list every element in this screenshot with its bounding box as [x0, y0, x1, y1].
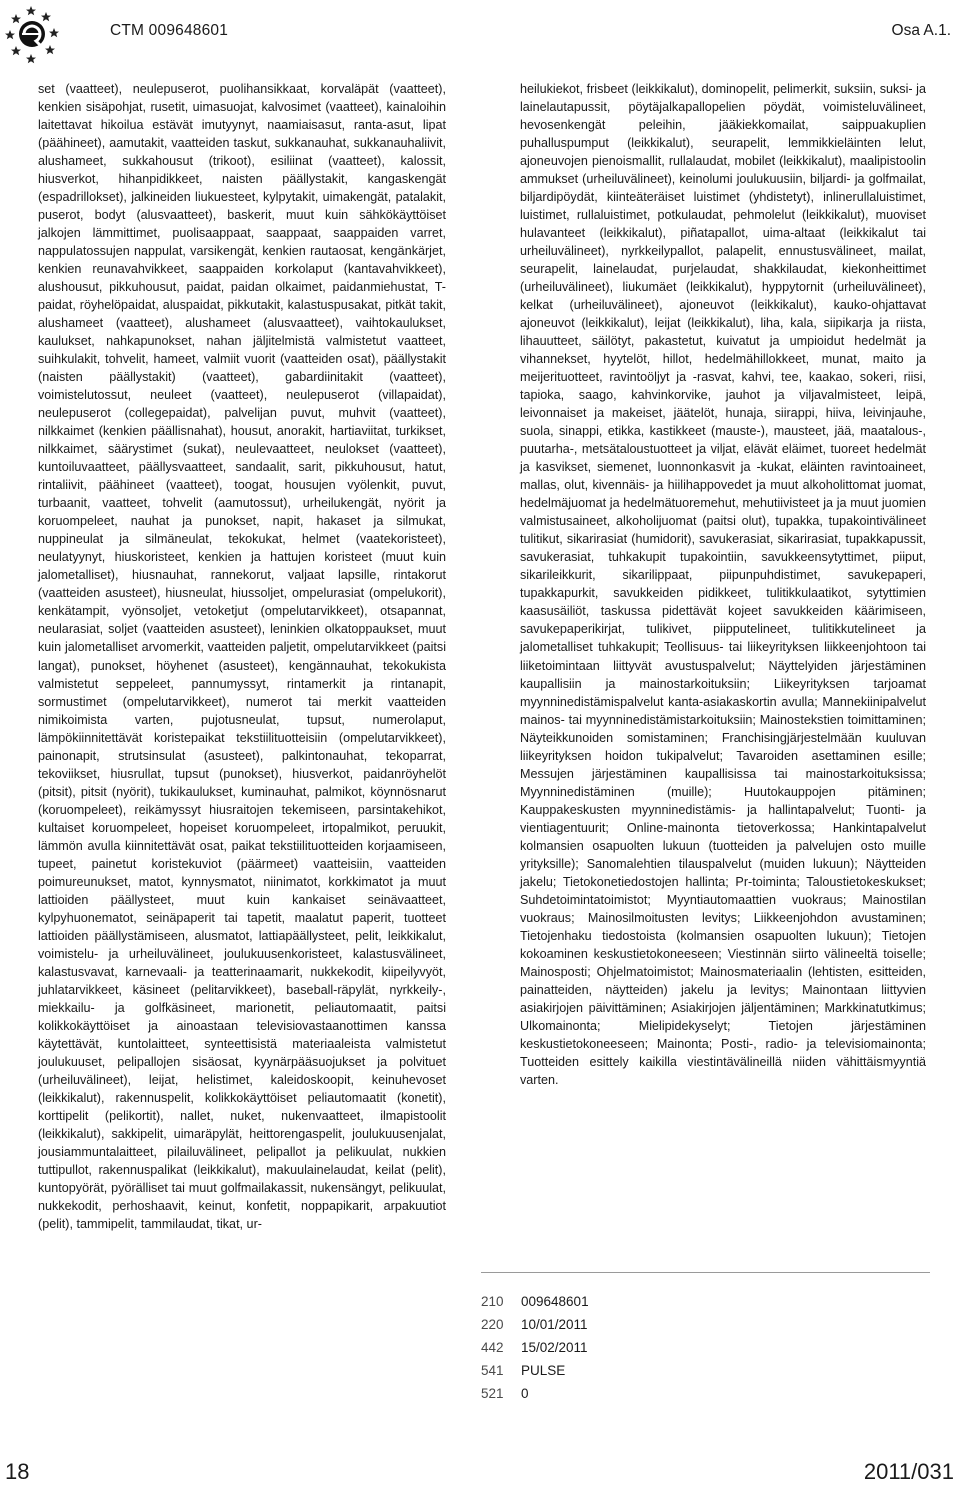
section-part: Osa A.1.: [891, 22, 951, 39]
record-code: 442: [481, 1340, 504, 1355]
record-row-220: [481, 1313, 589, 1336]
record-value: 15/02/2011: [521, 1340, 588, 1355]
left-text-column: set (vaatteet), neulepuserot, puolihansikkaat, korvaläpät (vaatteet), kenkien sisäpohjat, rusetit, uimasuojat, kalvosimet (vaatteet), kainaloihin laitettavat hikoilua estävät imutyynyt, naamiaisasut, ranta-asut, lipat (päähineet), aamutakit, vaatteiden taskut, sukkanauhat, sukkanauhaliivit, alushameet, sukkahousut (trikoot), esiliinat (vaatteet), kalossit, hiusverkot, hihanpidikkeet, naisten päällystakit, kangaskengät (espadrillokset), jalkineiden liukuesteet, kylpytakit, uimakengät, patalakit, puserot, bodyt (alusvaatteet), baskerit, muut kuin sähkökäyttöiset jalkojen lämmittimet, puolisaappaat, saappaat, saappaiden varret, nappulatossujen nappulat, varsikengät, kenkien rautaosat, kengänkärjet, kenkien reunavahvikkeet, saappaiden korkolaput (kantavahvikkeet), alushousut, pikkuhousut, paidat, paidan olkaimet, paidanmiehustat, T-paidat, röyhelöpaidat, aluspaidat, pikkutakit, kalastuspusakat, pitkät takit, alushameet (vaatteet), alushameet (alusvaatteet), vaihtokaulukset, kaulukset, nahkapunokset, nahan jäljitelmistä valmistetut vaatteet, suihkulakit, tohvelit, hameet, valmiit vuorit (vaatteiden osat), päällystakit (naisten päällystakit) (vaatteet), gabardiinitakit (vaatteet), voimistelutossut, neuleet (vaatteet), neulepuserot (villapaidat), neulepuserot (collegepaidat), palvelijan puvut, muhvit (vaatteet), nilkkaimet (kenkien päällisnahat), housut, anorakit, hartiaviitat, turkikset, nilkkaimet, säärystimet (sukat), neulevaatteet, neulokset (vaatteet), kuntoiluvaatteet, päällysvaatteet, sandaalit, sarit, pikkuhousut, hatut, rintaliivit, päähineet (vaatteet), toogat, housujen vyölenkit, puvut, turbaanit, vaatteet, tohvelit (aamutossut), urheilukengät, nyörit ja koruompeleet, nauhat ja punokset, napit, hakaset ja silmukat, nuppineulat ja silmäneulat, tekokukat, helmet (vaatekoristeet), neulatyynyt, hiuskoristeet, kenkien ja hattujen koristeet (muut kuin jalometalliset), hiusnauhat, rannekorut, valjaat lapsille, rintakorut (vaatteiden asusteet), hiusneulat, hiussoljet, ompelurasiat (ompelukorit), kenkätampit, vyönsoljet, vetoketjut (ompelutarvikkeet), otsapannat, neularasiat, soljet (vaatteiden asusteet), leninkien olkatoppaukset, muut kuin jalometalliset arvomerkit, vaatteiden paljetit, ompelutarvikkeet (paitsi langat), punokset, höyhenet (asusteet), kengännauhat, tekokukista valmistetut seppeleet, pannumyssyt, rintamerkit ja rintanapit, sormustimet (ompelutarvikkeet), numerot tai merkit vaatteiden nimikoimista varten, pujotusneulat, tupsut, numerolaput, lämpökiinnitettävät koristepaikat tekstiilituotteisiin (ompelutarvikkeet), painonapit, strutsinsulat (asusteet), palkintonauhat, tekoparrat, tekoviikset, hiusrullat, tupsut (punokset), hiusverkot, paidanröyhelöt (pitsit), pitsit (nyörit), tukikaulukset, kuminauhat, palmikot, köynnösnarut (koruompeleet), reikämyssyt hiusraitojen tekemiseen, parsintakehikot, kultaiset koruompeleet, hopeiset koruompeleet, irtopalmikot, peruukit, lämmön avulla kiinnitettävät osat, paikat tekstiilituotteiden korjaamiseen, tupeet, painetut koristekuviot (päärmeet) vaatteisiin, vaatteiden poimureunukset, matot, kynnysmatot, niinimatot, korkkimatot ja muut lattioiden päällysteet, muut kuin kankaiset seinävaatteet, kylpyhuonematot, seinäpaperit tai tapetit, maalatut paperit, tuotteet lattioiden päällystämiseen, alusmatot, lattiapäällysteet, pelit, leikkikalut, voimistelu- ja urheiluvälineet, joulukuusenkoristeet, kalastusvälineet, kalastusvavat, karnevaali- ja teatterinaamarit, nukkekodit, kiipeilyvyöt, juhlatarvikkeet, käsineet (pelitarvikkeet), baseball-räpylät, nyrkkeily-, miekkailu- ja golfkäsineet, marionetit, peliautomaatit, paitsi kolikkokäyttöiset ja ainoastaan televisiovastaanottimen kanssa käytettävät, kuntolaitteet, synteettisistä materiaaleista valmistetut joulukuuset, pelipallojen sisäosat, kyynärpääsuojukset ja polvituet (urheiluvälineet), leijat, helistimet, kaleidoskoopit, keinuhevoset (leikkikalut), rakennuspelit, kolikkokäyttöiset peliautomaatit (konetit), korttipelit (pelikortit), nallet, nuket, nukenvaatteet, ilmapistoolit (leikkikalut), sakkipelit, uimaräpylät, heittorengaspelit, joulukuusenjalat, jousiammuntalaitteet, pilailuvälineet, pelipallot ja pelikuulat, nukkien tuttipullot, rakennuspalikat (leikkikalut), makuulainelaudat, keilat (pelit), kuntopyörät, pyörälliset tai muut golfmailakassit, nukensängyt, pelikuulat, nukkekodit, perhoshaavit, keinut, konfetit, noppapikarit, arpakuutiot (pelit), tammipelit, tammilaudat, tikat, ur-: [38, 82, 446, 1231]
record-value: 009648601: [521, 1294, 589, 1309]
record-row-521: [481, 1382, 589, 1405]
page-header: [0, 0, 960, 70]
record-row-541: [481, 1359, 589, 1382]
issue-number: 2011/031: [863, 1459, 954, 1484]
record-row-442: [481, 1336, 589, 1359]
record-value: PULSE: [521, 1363, 566, 1378]
record-code: 210: [481, 1294, 504, 1309]
record-code: 521: [481, 1386, 504, 1401]
record-value: 10/01/2011: [521, 1317, 588, 1332]
page-number: 18: [5, 1459, 30, 1484]
record-code: 220: [481, 1317, 504, 1332]
record-row-210: [481, 1290, 589, 1313]
record-list: [481, 1290, 589, 1405]
record-divider: [481, 1272, 930, 1273]
document-code: CTM 009648601: [110, 22, 229, 39]
eu-stars-logo-icon: [4, 4, 104, 64]
record-code: 541: [481, 1363, 504, 1378]
record-value: 0: [521, 1386, 529, 1401]
right-text-column: heilukiekot, frisbeet (leikkikalut), dominopelit, pelimerkit, suksiin, suksi- ja lainelautapussit, pöytäjalkapallopelien pöydät, voimisteluvälineet, hevosenkengät peleihin, jääkiekkomailat, saippuakuplien puhalluspumput (leikkikalut), seurapelit, lemmikkieläinten lelut, ajoneuvojen pienoismallit, rullalaudat, mobilet (leikkikalut), maalipistoolin ammukset (urheiluvälineet), keinolumi joulukuusiin, biljardi- ja golfmailat, biljardipöydät, kiinteäteräiset luistimet (yhdistetyt), inlinerullaluistimet, luistimet, rullaluistimet, potkulaudat, pehmolelut (leikkikalut), muoviset hulavanteet (leikkikalut), piñatapallot, uima-altaat (leikkikalut tai urheiluvälineet), nyrkkeilypallot, palapelit, ennustusvälineet, mailat, seurapelit, lainelaudat, purjelaudat, shakkilaudat, kiekonheittimet (urheiluvälineet), liukumäet (leikkikalut), hyppytornit (urheiluvälineet), kelkat (urheiluvälineet), ajoneuvot (leikkikalut), kauko-ohjattavat ajoneuvot (leikkikalut), leijat (leikkikalut), liha, kala, siipikarja ja riista, lihauutteet, säilötyt, pakastetut, kuivatut ja umpioidut hedelmät ja vihannekset, hyytelöt, hillot, hedelmähillokkeet, munat, maito ja meijerituotteet, ravintoöljyt ja -rasvat, kahvi, tee, kaakao, sokeri, riisi, tapioka, saago, kahvinkorvike, jauhot ja viljavalmisteet, leipä, leivonnaiset ja makeiset, jäätelöt, hunaja, siirappi, hiiva, leivinjauhe, suola, sinappi, etikka, kastikkeet (mauste-), mausteet, jää, maatalous-, puutarha-, metsätaloustuotteet ja viljat, elävät eläimet, tuoreet hedelmät ja kasvikset, siemenet, luonnonkasvit ja -kukat, eläinten ravintoaineet, mallas, olut, kivennäis- ja hiilihappovedet ja muut alkoholittomat juomat, hedelmäjuomat ja hedelmätuoremehut, mehutiivisteet ja ja muut juomien valmistusaineet, alkoholijuomat (paitsi olut), tupakka, tupakointivälineet tulitikut, sikarirasiat (humidorit), savukerasiat, sikarirasiat, tupakkapussit, savukerasiat, tuhkakupit tupakointiin, savukkeensytyttimet, piiput, sikarileikkurit, sikarilippaat, piipunpuhdistimet, savukepaperi, tupakkapurkit, savukkeiden pidikkeet, tulitikkulaatikot, sytyttimien kaasusäiliöt, taskussa pidettävät kojeet savukkeiden käärimiseen, savukepaperikirjat, tulikivet, piipputelineet, tulitikkutelineet ja jalometalliset tuhkakupit; Teollisuus- tai liikeyrityksen liikkeenjohtoon tai liiketoimintaan liittyvät avustuspalvelut; Näyttelyiden järjestäminen kaupallisiin ja mainostarkoituksiin; Liikeyrityksen tarjoamat myynninedistämispalvelut kanta-asiakaskortin avulla; Mannekiinipalvelut mainos- tai myynninedistämistarkoituksiin; Mainostekstien toimittaminen; Näyteikkunoiden somistaminen; Franchisingjärjestelmään kuuluvan liikeyrityksen hoidon tukipalvelut; Tavaroiden asettaminen esille; Messujen järjestäminen kaupallisissa tai mainostarkoituksissa; Myynninedistäminen (muille); Huutokauppojen pitäminen; Kauppakeskusten myynninedistämis- ja hallintapalvelut; Tuonti- ja vientiagentuurit; Online-mainonta tietoverkossa; Hankintapalvelut kolmansien osapuolten lukuun (tuotteiden ja palvelujen osto muille yrityksille); Sanomalehtien tilauspalvelut (muiden lukuun); Näytteiden jakelu; Tietokonetiedostojen hallinta; Pr-toiminta; Taloustietokeskukset; Suhdetoimintatoimistot; Myyntiautomaattien vuokraus; Mainostilan vuokraus; Mainosilmoitusten levitys; Liikkeenjohdon avustaminen; Tietojenhaku tiedostoista (kolmansien osapuolten lukuun); Tietojen kokoaminen keskustietokoneeseen; Viestinnän siirto välineeltä toiselle; Mainosposti; Ohjelmatoimistot; Mainosmateriaalin (lehtisten, esitteiden, painatteiden, näytteiden) jakelu ja levitys; Mainontaan liittyvien asiakirjojen päivittäminen; Asiakirjojen jäljentäminen; Markkinatutkimus; Ulkomainonta; Mielipidekyselyt; Tietojen järjestäminen keskustietokoneeseen; Mainonta; Posti-, radio- ja televisiomainonta; Tuotteiden esittely kaikilla viestintävälineillä niiden vähittäismyyntiä varten.: [520, 82, 926, 1087]
